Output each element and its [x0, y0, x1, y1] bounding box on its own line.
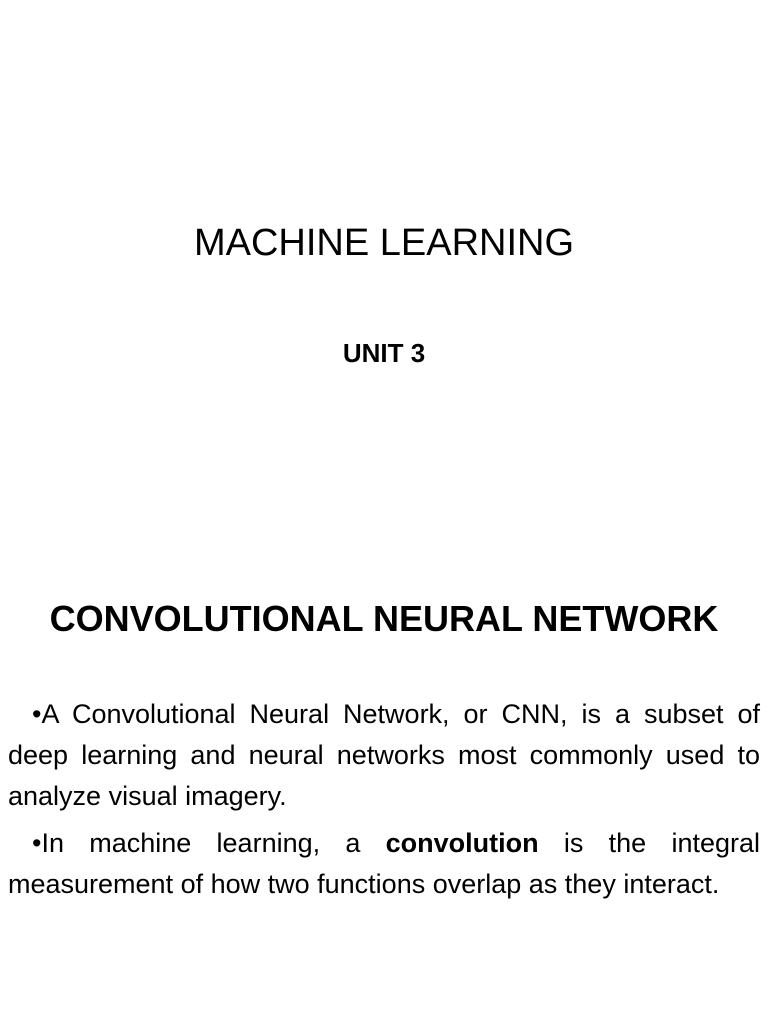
content-body	[8, 694, 760, 911]
slide-subtitle: UNIT 3	[342, 338, 426, 368]
bullet-item-convolution	[8, 823, 760, 905]
bullet-text: •A Convolutional Neural Network, or CNN, is a subset of deep learning and neural networks most commonly used to analyze visual imagery.	[8, 699, 760, 811]
bullet-text-prefix: •In machine learning, a	[32, 828, 386, 858]
content-slide	[0, 512, 768, 1024]
content-heading: CONVOLUTIONAL NEURAL NETWORK	[49, 598, 719, 639]
bullet-item-cnn-definition	[8, 694, 760, 817]
bullet-text-suffix: is the integral measurement of how two functions overlap as they interact.	[8, 828, 761, 899]
slide-title: MACHINE LEARNING	[193, 222, 575, 264]
bullet-bold-term: convolution	[385, 828, 539, 858]
